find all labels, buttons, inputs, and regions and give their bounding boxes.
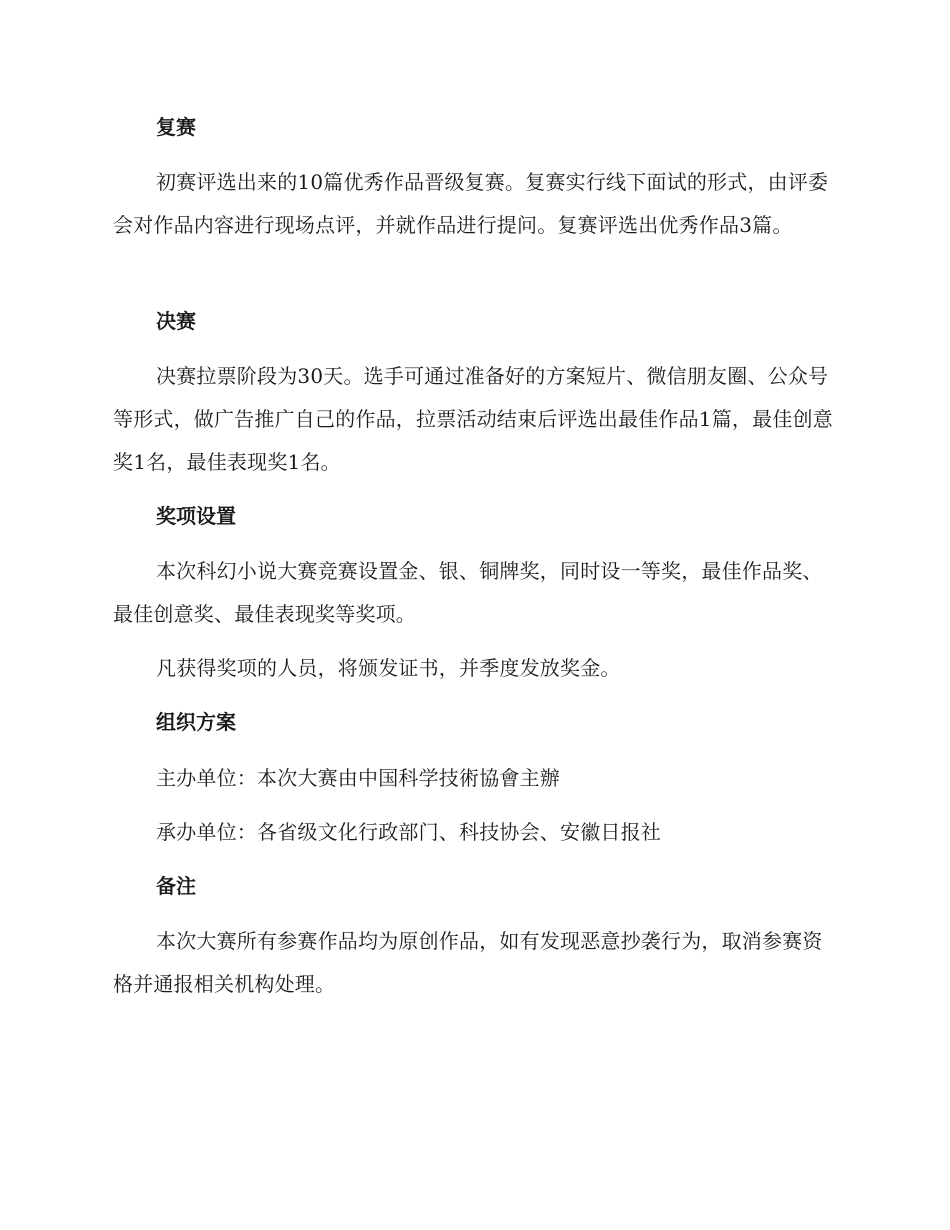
section-body-remarks: 本次大赛所有参赛作品均为原创作品，如有发现恶意抄袭行为，取消参赛资格并通报相关机构处理。 <box>113 929 823 996</box>
awards-note: 凡获得奖项的人员，将颁发证书，并季度发放奖金。 <box>156 656 621 680</box>
section-heading-awards: 奖项设置 <box>156 504 236 528</box>
section-heading-juesai: 决赛 <box>156 309 196 333</box>
section-body-fusai: 初赛评选出来的10篇优秀作品晋级复赛。复赛实行线下面试的形式，由评委会对作品内容进行现场点评，并就作品进行提问。复赛评选出优秀作品3篇。 <box>113 170 829 237</box>
organization-host: 主办单位：本次大赛由中国科学技術協會主辦 <box>156 766 560 790</box>
organization-co-host: 承办单位：各省级文化行政部门、科技协会、安徽日报社 <box>156 820 661 844</box>
section-body-awards: 本次科幻小说大赛竞赛设置金、银、铜牌奖，同时设一等奖，最佳作品奖、最佳创意奖、最佳表现奖等奖项。 <box>113 559 823 626</box>
section-heading-organization: 组织方案 <box>156 710 236 734</box>
section-heading-remarks: 备注 <box>156 874 196 898</box>
section-heading-fusai: 复赛 <box>156 115 196 139</box>
section-body-juesai: 决赛拉票阶段为30天。选手可通过准备好的方案短片、微信朋友圈、公众号等形式，做广告推广自己的作品，拉票活动结束后评选出最佳作品1篇，最佳创意奖1名，最佳表现奖1名。 <box>113 364 833 474</box>
